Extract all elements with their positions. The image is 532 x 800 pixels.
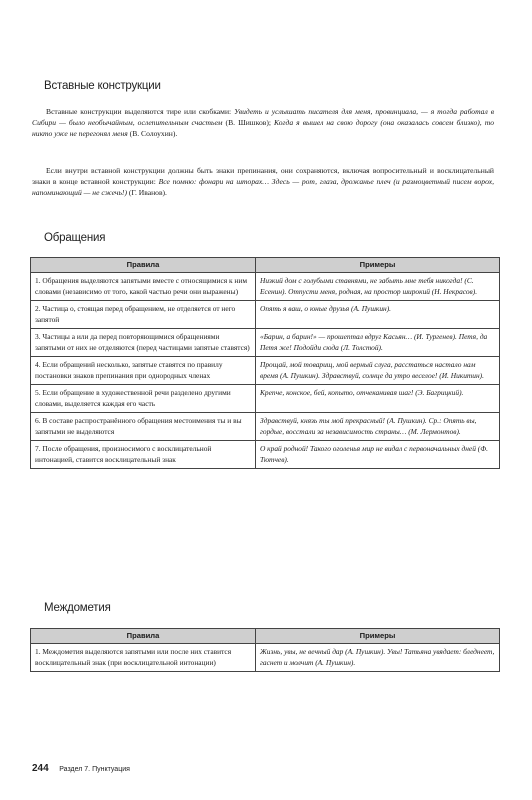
paragraph-inserted-rule (32, 106, 494, 139)
section-title-inserted: Вставные конструкции (44, 80, 161, 92)
table-row (31, 329, 500, 357)
section-title-interjections: Междометия (44, 602, 111, 614)
rule-cell: 1. Обращения выделяются запятыми вместе с относящимися к ним словами (независимо от того, какой частью речи они выражены) (31, 273, 256, 301)
rule-cell: 3. Частицы а или да перед повторяющимися обращениями запятыми от них не отделяются (перед частицами запятые ставятся) (31, 329, 256, 357)
paragraph-inserted-punctuation (32, 165, 494, 198)
example-cell: Опять я ваш, о юные друзья (А. Пушкин). (256, 301, 500, 329)
rule-cell: 7. После обращения, произносимого с восклицательной интонацией, ставится восклицательный знак (31, 441, 256, 469)
table-row (31, 644, 500, 672)
rule-cell: 1. Междометия выделяются запятыми или после них ставится восклицательный знак (при восклицательной интонации) (31, 644, 256, 672)
text-run: (Г. Иванов). (126, 188, 167, 197)
table-row (31, 357, 500, 385)
page-footer (32, 763, 130, 774)
rule-cell: 6. В составе распространённого обращения местоимения ты и вы запятыми не выделяются (31, 413, 256, 441)
example-cell: Здравствуй, князь ты мой прекрасный! (А. Пушкин). Ср.: Опять вы, гордые, восстали за независимость страны… (М. Лермонтов). (256, 413, 500, 441)
page-number: 244 (32, 763, 49, 774)
text-run: Вставные конструкции выделяются тире или скобками: (46, 107, 235, 116)
text-run: (В. Солоухин). (127, 129, 178, 138)
table-row (31, 301, 500, 329)
example-run: Увидеть и услышать писателя для меня, провинциала, — я тогда работал в Сибири — было необычайным, ослепительным счастьем (32, 107, 495, 127)
column-header-examples: Примеры (256, 629, 500, 644)
chapter-title: Раздел 7. Пунктуация (59, 766, 130, 773)
address-rules-table (30, 257, 500, 469)
text-run: Если внутри вставной конструкции должны быть знаки препинания, они сохраняются, включая вопросительный и восклицательный знаки в конце вставной конструкции: (32, 166, 494, 186)
example-cell: «Барин, а барин!» — прошептал вдруг Касьян… (И. Тургенев). Петя, да Петя же! Подойди сюда (Л. Толстой). (256, 329, 500, 357)
interjection-rules-table (30, 628, 500, 672)
example-run: Когда я вышел на свою дорогу (она оказалась совсем близко), то никто уже не перегонял меня (32, 118, 494, 138)
example-cell: Низкий дом с голубыми ставнями, не забыть мне тебя никогда! (С. Есенин). Отпусти меня, родная, на простор широкий (Н. Некрасов). (256, 273, 500, 301)
section-title-address: Обращения (44, 232, 106, 244)
rule-cell: 2. Частица о, стоящая перед обращением, не отделяется от него запятой (31, 301, 256, 329)
column-header-examples: Примеры (256, 258, 500, 273)
table-row (31, 441, 500, 469)
example-run: Все помню: фонари на шторах… Здесь — рот, глаза, дрожанье плеч (и размоцветный писем ворох, напоминающий — не сжечь!) (32, 177, 494, 197)
example-cell: О край родной! Такого оголенья мир не видал с первоначальных дней (Ф. Тютчев). (256, 441, 500, 469)
table-row (31, 273, 500, 301)
rule-cell: 5. Если обращение в художественной речи разделено другими словами, выделяется каждая его часть (31, 385, 256, 413)
column-header-rules: Правила (31, 258, 256, 273)
rule-cell: 4. Если обращений несколько, запятые ставятся по правилу постановки знаков препинания при однородных членах (31, 357, 256, 385)
table-row (31, 413, 500, 441)
example-cell: Прощай, мой товарищ, мой верный слуга, расстаться настало нам время (А. Пушкин). Здравствуй, солнце да утро веселое! (И. Никитин). (256, 357, 500, 385)
example-cell: Жизнь, увы, не вечный дар (А. Пушкин). Увы! Татьяна увядает: бледнеет, гаснет и молчит (А. Пушкин). (256, 644, 500, 672)
text-run: (В. Шишков); (222, 118, 274, 127)
table-row (31, 385, 500, 413)
example-cell: Крепче, конское, бей, копыто, отчеканивая шаг! (Э. Багрицкий). (256, 385, 500, 413)
column-header-rules: Правила (31, 629, 256, 644)
